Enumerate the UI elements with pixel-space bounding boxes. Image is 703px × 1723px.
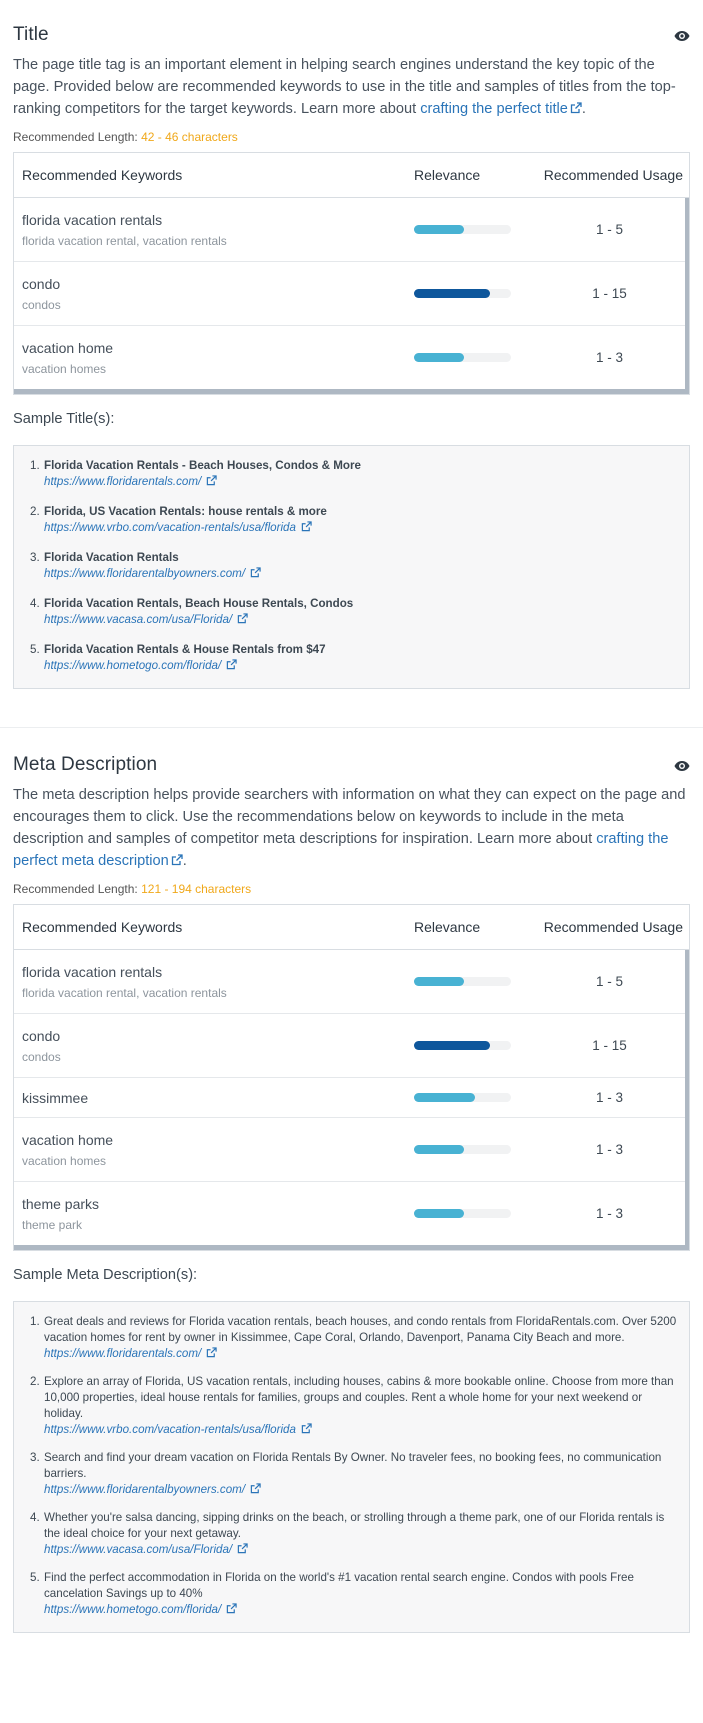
- keyword-cell: [14, 340, 412, 376]
- table-row: [14, 326, 685, 389]
- list-number: 1.: [30, 1315, 40, 1328]
- sample-url: https://www.floridarentals.com/: [44, 475, 202, 488]
- list-number: 2.: [30, 1375, 40, 1388]
- sample-url: https://www.vrbo.com/vacation-rentals/usa/florida: [44, 521, 296, 534]
- sample-url: https://www.floridarentals.com/: [44, 1347, 202, 1360]
- sample-url-link[interactable]: [44, 659, 237, 672]
- header-relevance: Relevance: [414, 919, 481, 935]
- list-item: [30, 458, 679, 490]
- usage-cell: 1 - 3: [595, 1206, 623, 1221]
- sample-url-link[interactable]: [44, 613, 248, 626]
- relevance-bar: [414, 1209, 511, 1218]
- external-link-icon: [171, 854, 183, 866]
- sample-url: https://www.floridarentalbyowners.com/: [44, 567, 246, 580]
- table-row: [14, 1014, 685, 1078]
- table-header: [14, 153, 689, 198]
- table-row: [14, 1118, 685, 1182]
- list-number: 5.: [30, 1571, 40, 1584]
- keyword-text: florida vacation rentals: [22, 963, 163, 980]
- section-intro: [13, 784, 690, 872]
- relevance-cell: [412, 977, 514, 986]
- learn-more-link[interactable]: [420, 101, 582, 117]
- table-body[interactable]: [14, 950, 689, 1245]
- sample-text: Florida Vacation Rentals, Beach House Rentals, Condos: [44, 597, 354, 610]
- list-item: [30, 642, 679, 674]
- sample-url-link[interactable]: [44, 1543, 248, 1556]
- sample-url-link[interactable]: [44, 1347, 217, 1360]
- sample-text: Search and find your dream vacation on Florida Rentals By Owner. No traveler fees, no booking fees, no communication barriers.: [44, 1451, 662, 1480]
- section-intro: [13, 54, 690, 120]
- sample-url-link[interactable]: [44, 1423, 312, 1436]
- sample-text: Explore an array of Florida, US vacation rentals, including houses, cabins & more bookable online. Choose from more than 10,000 properties, ideal house rentals for families, groups and couples. Rent a whole home for your next weekend or holiday.: [44, 1375, 674, 1420]
- sample-text: Florida Vacation Rentals & House Rentals from $47: [44, 643, 326, 656]
- usage-cell: 1 - 3: [595, 350, 623, 365]
- keyword-cell: [14, 1090, 412, 1106]
- usage-cell: 1 - 5: [595, 974, 623, 989]
- keyword-variants: vacation homes: [22, 1153, 107, 1168]
- usage-cell: 1 - 5: [595, 222, 623, 237]
- list-item: [30, 1314, 679, 1362]
- recommended-length: [13, 130, 690, 144]
- sample-url-link[interactable]: [44, 1603, 237, 1616]
- keyword-text: vacation home: [22, 1131, 114, 1148]
- intro-text: The meta description helps provide searchers with information on what they can expect on the page and encourages them to click. Use the recommendations below on keywords to include in the meta description and samples of competitor meta descriptions for inspiration. Learn more about: [13, 787, 686, 847]
- relevance-bar-fill: [414, 289, 490, 298]
- relevance-bar: [414, 1041, 511, 1050]
- sample-titles-list: [30, 458, 679, 674]
- list-item: [30, 1570, 679, 1618]
- relevance-cell: [412, 353, 514, 362]
- horizontal-scrollbar[interactable]: [14, 389, 689, 394]
- relevance-bar-fill: [414, 1041, 490, 1050]
- keywords-table: [13, 904, 690, 1251]
- sample-meta-box: [13, 1301, 690, 1633]
- sample-url: https://www.floridarentalbyowners.com/: [44, 1483, 246, 1496]
- list-item: [30, 1450, 679, 1498]
- intro-text: The page title tag is an important element in helping search engines understand the key topic of the page. Provided below are recommended keywords to use in the title and samples of titles from the top-ranking competitors for the target keywords. Learn more about: [13, 57, 676, 117]
- list-item: [30, 1374, 679, 1438]
- usage-cell: 1 - 3: [595, 1090, 623, 1105]
- relevance-bar-fill: [414, 1093, 475, 1102]
- list-item: [30, 550, 679, 582]
- recommended-length-label: Recommended Length:: [13, 882, 138, 896]
- keyword-cell: [14, 1028, 412, 1064]
- relevance-bar: [414, 289, 511, 298]
- section-heading: Title: [13, 24, 49, 45]
- relevance-bar-fill: [414, 225, 464, 234]
- list-number: 5.: [30, 643, 40, 656]
- sample-url-link[interactable]: [44, 521, 312, 534]
- external-link-icon: [232, 613, 248, 626]
- keyword-cell: [14, 212, 412, 248]
- sample-text: Florida Vacation Rentals - Beach Houses, Condos & More: [44, 459, 361, 472]
- intro-end: .: [581, 101, 586, 117]
- list-number: 1.: [30, 459, 40, 472]
- list-number: 3.: [30, 1451, 40, 1464]
- keyword-variants: condos: [22, 297, 61, 312]
- external-link-icon: [221, 1603, 237, 1616]
- title-section: [0, 0, 703, 689]
- keyword-cell: [14, 964, 412, 1000]
- usage-cell: 1 - 15: [592, 286, 627, 301]
- relevance-bar-fill: [414, 1209, 464, 1218]
- relevance-cell: [412, 289, 514, 298]
- keyword-text: theme parks: [22, 1195, 100, 1212]
- sample-url: https://www.hometogo.com/florida/: [44, 659, 222, 672]
- list-number: 4.: [30, 597, 40, 610]
- external-link-icon: [201, 1347, 217, 1360]
- sample-meta-heading: Sample Meta Description(s):: [13, 1267, 198, 1283]
- sample-url: https://www.vacasa.com/usa/Florida/: [44, 1543, 233, 1556]
- sample-url-link[interactable]: [44, 567, 261, 580]
- external-link-icon: [296, 1423, 312, 1436]
- recommended-length-value: 42 - 46 characters: [141, 130, 238, 144]
- keyword-cell: [14, 1132, 412, 1168]
- external-link-icon: [201, 475, 217, 488]
- relevance-bar: [414, 1093, 511, 1102]
- external-link-icon: [221, 659, 237, 672]
- relevance-bar-fill: [414, 353, 464, 362]
- keyword-cell: [14, 276, 412, 312]
- keyword-text: condo: [22, 275, 61, 292]
- relevance-cell: [412, 225, 514, 234]
- horizontal-scrollbar[interactable]: [14, 1245, 689, 1250]
- meta-description-section: [0, 728, 703, 1633]
- sample-text: Whether you're salsa dancing, sipping drinks on the beach, or strolling through a theme park, one of our Florida rentals is the ideal choice for your next getaway.: [44, 1511, 665, 1540]
- table-row: [14, 950, 685, 1014]
- keyword-text: kissimmee: [22, 1089, 89, 1106]
- relevance-bar: [414, 1145, 511, 1154]
- header-usage: Recommended Usage: [543, 167, 683, 183]
- keyword-text: condo: [22, 1027, 61, 1044]
- sample-url-link[interactable]: [44, 475, 217, 488]
- learn-more-link-text: crafting the perfect title: [420, 101, 568, 117]
- external-link-icon: [245, 1483, 261, 1496]
- table-row: [14, 262, 685, 326]
- external-link-icon: [232, 1543, 248, 1556]
- sample-text: Florida Vacation Rentals: [44, 551, 179, 564]
- keyword-variants: vacation homes: [22, 361, 107, 376]
- header-keywords: Recommended Keywords: [22, 919, 183, 935]
- sample-titles-heading: Sample Title(s):: [13, 411, 115, 427]
- keyword-text: florida vacation rentals: [22, 211, 163, 228]
- relevance-bar-fill: [414, 977, 464, 986]
- keywords-table: [13, 152, 690, 395]
- external-link-icon: [245, 567, 261, 580]
- external-link-icon: [296, 521, 312, 534]
- keyword-variants: theme park: [22, 1217, 83, 1232]
- table-header: [14, 905, 689, 950]
- list-number: 3.: [30, 551, 40, 564]
- table-row: [14, 198, 685, 262]
- external-link-icon: [570, 102, 582, 114]
- recommended-length-label: Recommended Length:: [13, 130, 138, 144]
- sample-url: https://www.vacasa.com/usa/Florida/: [44, 613, 233, 626]
- relevance-bar: [414, 977, 511, 986]
- relevance-cell: [412, 1041, 514, 1050]
- table-row: [14, 1078, 685, 1118]
- eye-icon[interactable]: [674, 760, 690, 772]
- list-number: 4.: [30, 1511, 40, 1524]
- list-item: [30, 596, 679, 628]
- sample-text: Find the perfect accommodation in Florida on the world's #1 vacation rental search engine. Condos with pools Free cancelation Savings up to 40%: [44, 1571, 634, 1600]
- recommended-length: [13, 882, 690, 896]
- sample-text: Great deals and reviews for Florida vacation rentals, beach houses, and condo rentals from FloridaRentals.com. Over 5200 vacation homes for rent by owner in Kissimmee, Cape Coral, Orlando, Davenport, Panama City Beach and more.: [44, 1315, 677, 1344]
- sample-url: https://www.vrbo.com/vacation-rentals/usa/florida: [44, 1423, 296, 1436]
- list-item: [30, 504, 679, 536]
- list-item: [30, 1510, 679, 1558]
- sample-meta-list: [30, 1314, 679, 1618]
- eye-icon[interactable]: [674, 30, 690, 42]
- sample-text: Florida, US Vacation Rentals: house rentals & more: [44, 505, 327, 518]
- relevance-cell: [412, 1093, 514, 1102]
- list-number: 2.: [30, 505, 40, 518]
- learn-more-link-text: crafting the perfect meta description: [13, 831, 669, 869]
- header-usage: Recommended Usage: [543, 919, 683, 935]
- relevance-cell: [412, 1209, 514, 1218]
- intro-end: .: [182, 853, 187, 869]
- table-body[interactable]: [14, 198, 689, 389]
- section-heading: Meta Description: [13, 754, 158, 775]
- keyword-variants: condos: [22, 1049, 61, 1064]
- keyword-variants: florida vacation rental, vacation rentals: [22, 985, 227, 1000]
- header-relevance: Relevance: [414, 167, 481, 183]
- keyword-text: vacation home: [22, 339, 114, 356]
- relevance-bar-fill: [414, 1145, 464, 1154]
- sample-titles-box: [13, 445, 690, 689]
- sample-url-link[interactable]: [44, 1483, 261, 1496]
- table-row: [14, 1182, 685, 1245]
- usage-cell: 1 - 3: [595, 1142, 623, 1157]
- relevance-bar: [414, 225, 511, 234]
- relevance-bar: [414, 353, 511, 362]
- keyword-variants: florida vacation rental, vacation rentals: [22, 233, 227, 248]
- keyword-cell: [14, 1196, 412, 1232]
- recommended-length-value: 121 - 194 characters: [141, 882, 252, 896]
- sample-url: https://www.hometogo.com/florida/: [44, 1603, 222, 1616]
- usage-cell: 1 - 15: [592, 1038, 627, 1053]
- header-keywords: Recommended Keywords: [22, 167, 183, 183]
- relevance-cell: [412, 1145, 514, 1154]
